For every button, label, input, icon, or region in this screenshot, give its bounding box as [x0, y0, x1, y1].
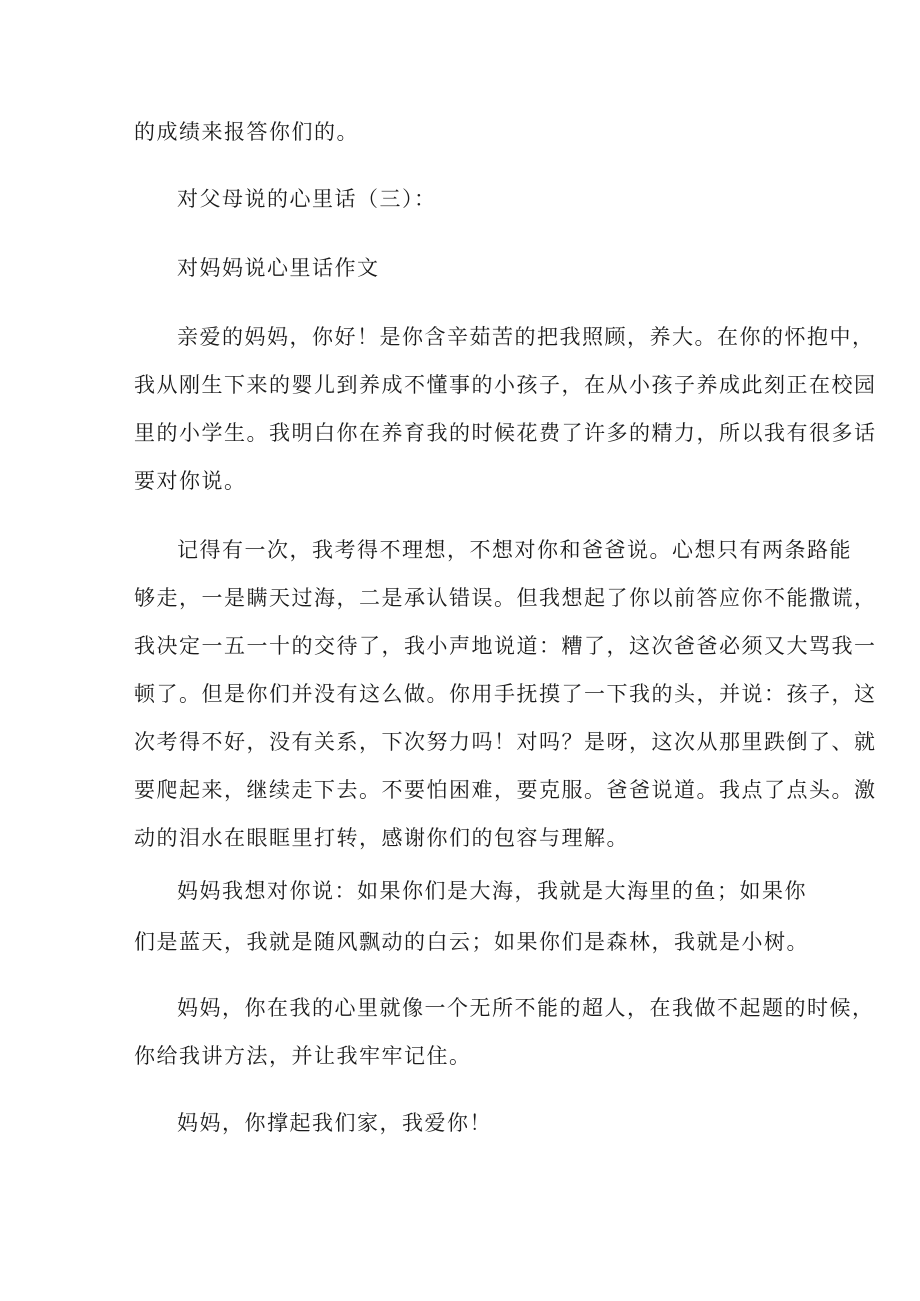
text-line: 亲爱的妈妈，你好！是你含辛茹苦的把我照顾，养大。在你的怀抱中， — [177, 325, 875, 349]
text-line: 要爬起来，继续走下去。不要怕困难，要克服。爸爸说道。我点了点头。激 — [134, 778, 877, 802]
text-line: 记得有一次，我考得不理想，不想对你和爸爸说。心想只有两条路能 — [177, 538, 852, 562]
text-line: 妈妈，你撑起我们家，我爱你！ — [177, 1111, 492, 1135]
text-line: 动的泪水在眼眶里打转，感谢你们的包容与理解。 — [134, 826, 629, 850]
text-line: 我决定一五一十的交待了，我小声地说道：糟了，这次爸爸必须又大骂我一 — [134, 634, 877, 658]
text-line: 们是蓝天，我就是随风飘动的白云；如果你们是森林，我就是小树。 — [134, 930, 809, 954]
text-line: 要对你说。 — [134, 469, 247, 493]
text-line: 妈妈，你在我的心里就像一个无所不能的超人，在我做不起题的时候， — [177, 996, 875, 1020]
section-heading: 对父母说的心里话（三）： — [177, 187, 437, 211]
text-line: 够走，一是瞒天过海，二是承认错误。但我想起了你以前答应你不能撒谎， — [134, 586, 877, 610]
text-line: 的成绩来报答你们的。 — [134, 120, 359, 144]
text-line: 我从刚生下来的婴儿到养成不懂事的小孩子，在从小孩子养成此刻正在校园 — [134, 373, 877, 397]
text-line: 里的小学生。我明白你在养育我的时候花费了许多的精力，所以我有很多话 — [134, 421, 877, 445]
text-line: 你给我讲方法，并让我牢牢记住。 — [134, 1044, 472, 1068]
text-line: 次考得不好，没有关系，下次努力吗！对吗？是呀，这次从那里跌倒了、就 — [134, 730, 877, 754]
text-line: 顿了。但是你们并没有这么做。你用手抚摸了一下我的头，并说：孩子，这 — [134, 682, 877, 706]
essay-title: 对妈妈说心里话作文 — [177, 256, 380, 280]
text-line: 妈妈我想对你说：如果你们是大海，我就是大海里的鱼；如果你 — [177, 879, 807, 903]
